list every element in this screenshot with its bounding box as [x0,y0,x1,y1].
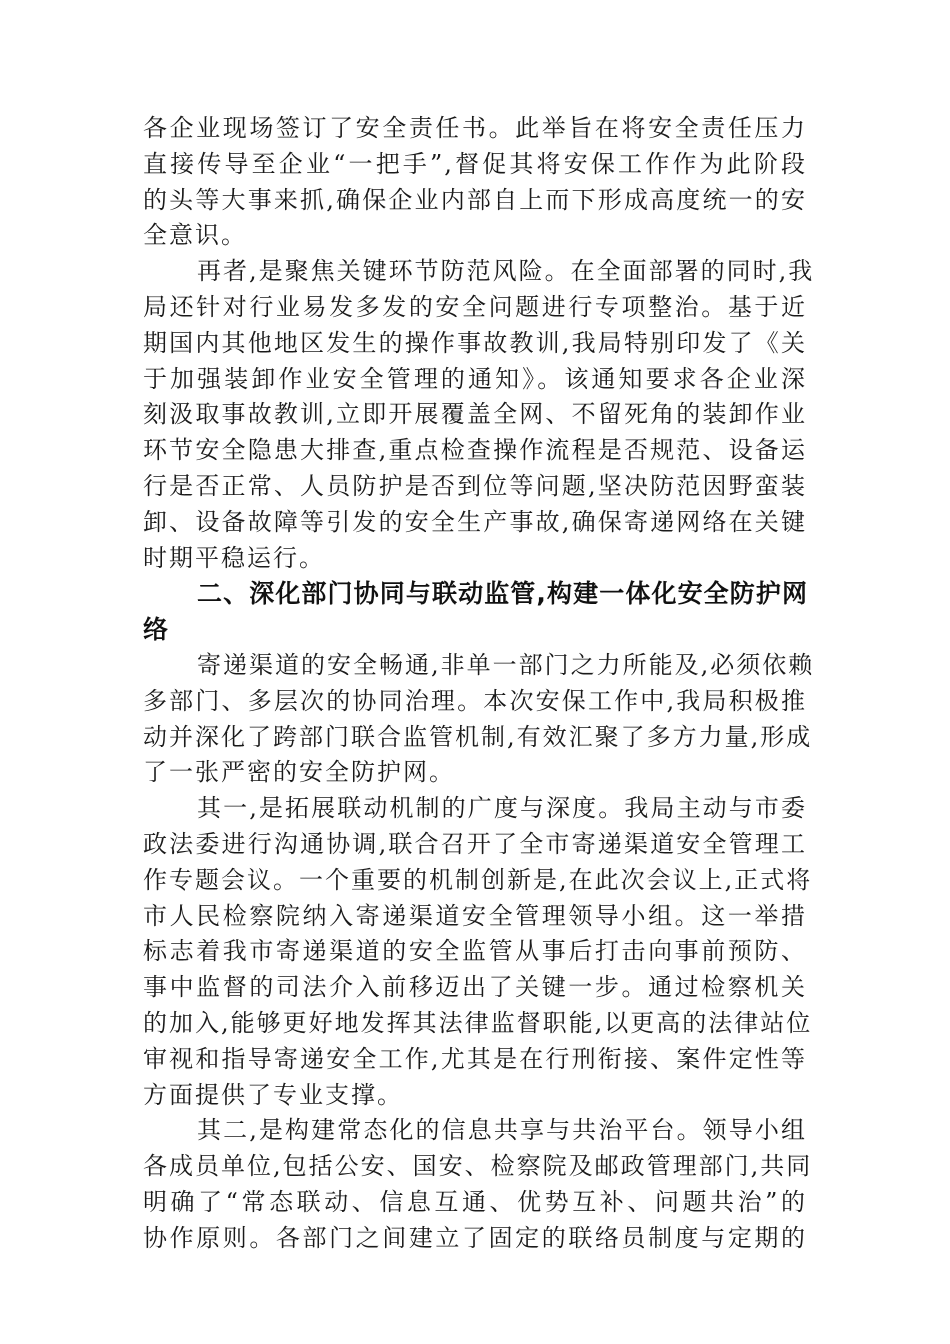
text-line: 时期平稳运行。 [143,543,325,572]
text-line: 协作原则。各部门之间建立了固定的联络员制度与定期的 [143,1223,807,1252]
text-line: 卸、设备故障等引发的安全生产事故,确保寄递网络在关键 [143,507,807,536]
text-line: 作专题会议。一个重要的机制创新是,在此次会议上,正式将 [143,865,813,894]
text-line: 标志着我市寄递渠道的安全监管从事后打击向事前预防、 [143,937,807,966]
section-heading [143,576,807,648]
text-line: 政法委进行沟通协调,联合召开了全市寄递渠道安全管理工 [143,829,807,858]
paragraph [143,254,815,576]
heading-line: 络 [143,615,169,645]
text-line: 直接传导至企业“一把手”,督促其将安保工作作为此阶段 [143,149,807,178]
paragraph [143,1113,813,1256]
text-line: 环节安全隐患大排查,重点检查操作流程是否规范、设备运 [143,436,807,465]
text-line: 刻汲取事故教训,立即开展覆盖全网、不留死角的装卸作业 [143,400,807,429]
document-body [143,111,815,1257]
paragraph [143,111,807,254]
text-line: 再者,是聚焦关键环节防范风险。在全面部署的同时,我 [197,257,815,286]
text-line: 局还针对行业易发多发的安全问题进行专项整治。基于近 [143,292,807,321]
text-line: 各成员单位,包括公安、国安、检察院及邮政管理部门,共同 [143,1152,813,1181]
text-line: 其一,是拓展联动机制的广度与深度。我局主动与市委 [197,794,807,823]
text-line: 全意识。 [143,221,247,250]
text-line: 审视和指导寄递安全工作,尤其是在行刑衔接、案件定性等 [143,1044,807,1073]
text-line: 方面提供了专业支撑。 [143,1080,403,1109]
text-line: 行是否正常、人员防护是否到位等问题,坚决防范因野蛮装 [143,471,807,500]
paragraph [143,791,813,1113]
text-line: 各企业现场签订了安全责任书。此举旨在将安全责任压力 [143,114,807,142]
text-line: 的头等大事来抓,确保企业内部自上而下形成高度统一的安 [143,185,807,214]
text-line: 期国内其他地区发生的操作事故教训,我局特别印发了《关 [143,328,807,357]
text-line: 了一张严密的安全防护网。 [143,758,455,787]
text-line: 明确了“常态联动、信息互通、优势互补、问题共治”的 [143,1187,807,1216]
text-line: 于加强装卸作业安全管理的通知》。该通知要求各企业深 [143,364,807,393]
text-line: 其二,是构建常态化的信息共享与共治平台。领导小组 [197,1116,807,1145]
text-line: 的加入,能够更好地发挥其法律监督职能,以更高的法律站位 [143,1008,813,1037]
paragraph [143,648,815,791]
text-line: 事中监督的司法介入前移迈出了关键一步。通过检察机关 [143,973,807,1002]
text-line: 寄递渠道的安全畅通,非单一部门之力所能及,必须依赖 [197,650,815,679]
text-line: 多部门、多层次的协同治理。本次安保工作中,我局积极推 [143,686,807,715]
text-line: 动并深化了跨部门联合监管机制,有效汇聚了多方力量,形成 [143,722,813,751]
text-line: 市人民检察院纳入寄递渠道安全管理领导小组。这一举措 [143,901,807,930]
heading-line: 二、深化部门协同与联动监管,构建一体化安全防护网 [197,579,807,609]
